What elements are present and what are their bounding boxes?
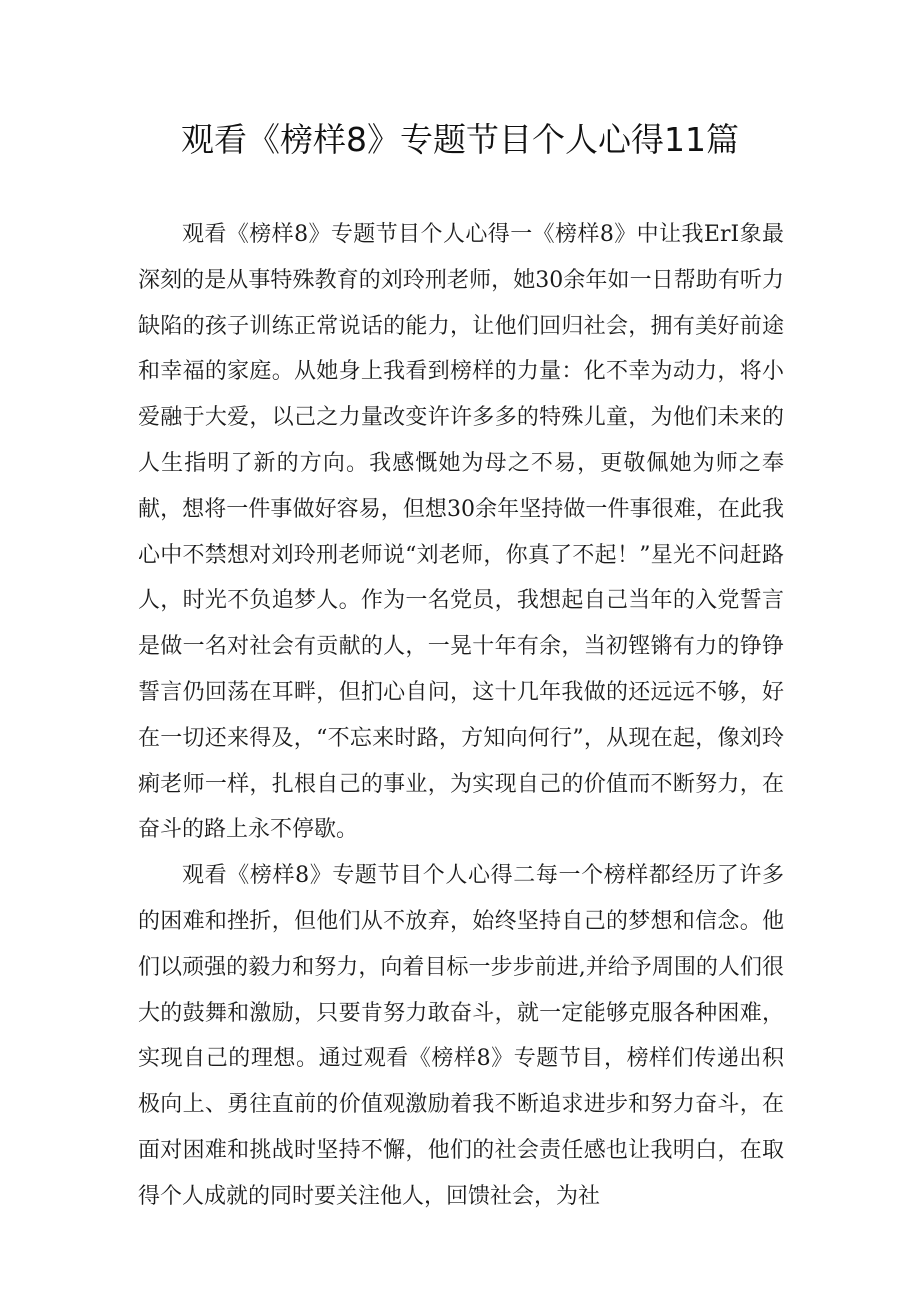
document-body [138,212,784,1220]
paragraph-2: 观看《榜样8》专题节目个人心得二每一个榜样都经历了许多的困难和挫折，但他们从不放弃，始终坚持自己的梦想和信念。他们以顽强的毅力和努力，向着目标一步步前进,并给予周围的人们很大的鼓舞和激励，只要肯努力敢奋斗，就一定能够克服各种困难，实现自己的理想。通过观看《榜样8》专题节目，榜样们传递出积极向上、勇往直前的价值观激励着我不断追求进步和努力奋斗，在面对困难和挑战时坚持不懈，他们的社会责任感也让我明白，在取得个人成就的同时要关注他人，回馈社会，为社 [138,863,784,1209]
paragraph-1: 观看《榜样8》专题节目个人心得一《榜样8》中让我ErI象最深刻的是从事特殊教育的刘玲刑老师，她30余年如一日帮助有听力缺陷的孩子训练正常说话的能力，让他们回归社会，拥有美好前途和幸福的家庭。从她身上我看到榜样的力量：化不幸为动力，将小爱融于大爱，以己之力量改变许许多多的特殊儿童，为他们未来的人生指明了新的方向。我感慨她为母之不易，更敬佩她为师之奉献，想将一件事做好容易，但想30余年坚持做一件事很难，在此我心中不禁想对刘玲刑老师说“刘老师，你真了不起！”星光不问赶路人，时光不负追梦人。作为一名党员，我想起自己当年的入党誓言是做一名对社会有贡献的人，一晃十年有余，当初铿锵有力的铮铮誓言仍回荡在耳畔，但扪心自问，这十几年我做的还远远不够，好在一切还来得及，“不忘来时路，方知向何行”，从现在起，像刘玲痢老师一样，扎根自己的事业，为实现自己的价值而不断努力，在奋斗的路上永不停歇。 [138,222,784,843]
document-title: 观看《榜样8》专题节目个人心得11篇 [181,120,739,159]
